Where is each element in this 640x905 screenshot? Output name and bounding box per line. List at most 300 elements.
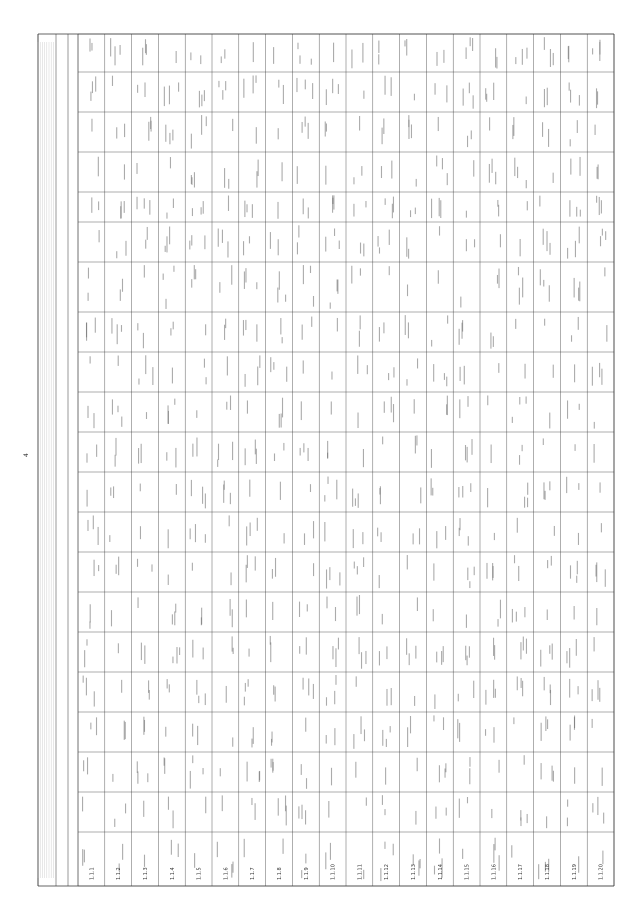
cell-value-glyph [567, 400, 568, 418]
cell-value-glyph [304, 533, 305, 545]
row-code: 1.1.20 [598, 864, 605, 880]
cell-value-glyph [518, 267, 519, 275]
cell-value-glyph [110, 38, 111, 56]
cell-value-glyph [151, 121, 152, 132]
cell-value-glyph [325, 237, 326, 252]
cell-value-glyph [522, 49, 523, 65]
cell-value-glyph [192, 724, 193, 737]
cell-value-glyph [308, 448, 309, 461]
cell-value-glyph [307, 604, 308, 611]
cell-value-glyph [303, 678, 304, 690]
cell-value-glyph [226, 686, 227, 703]
cell-value-glyph [361, 166, 362, 176]
cell-value-glyph [460, 367, 461, 381]
cell-value-glyph [544, 89, 545, 107]
cell-value-glyph [226, 402, 227, 410]
cell-value-glyph [219, 282, 220, 293]
cell-value-glyph [493, 336, 494, 347]
cell-value-glyph [553, 173, 554, 183]
row-code: 1.1.9 [303, 867, 310, 880]
cell-value-glyph [257, 518, 258, 531]
cell-value-glyph [165, 727, 166, 737]
cell-value-glyph [600, 236, 601, 246]
cell-value-glyph [579, 95, 580, 106]
cell-value-glyph [246, 526, 247, 545]
cell-value-glyph [96, 717, 97, 735]
cell-value-glyph [365, 651, 366, 664]
cell-value-glyph [515, 57, 516, 64]
cell-value-glyph [463, 89, 464, 106]
cell-value-glyph [594, 422, 595, 429]
cell-value-glyph [467, 568, 468, 581]
cell-value-glyph [473, 95, 474, 108]
cell-value-glyph [462, 486, 463, 498]
cell-value-glyph [172, 368, 173, 384]
cell-value-glyph [496, 57, 497, 69]
cell-value-glyph [271, 739, 272, 746]
cell-value-glyph [125, 804, 126, 814]
cell-value-glyph [567, 248, 568, 259]
cell-value-glyph [353, 177, 354, 184]
cell-value-glyph [167, 679, 168, 688]
cell-value-glyph [303, 265, 304, 284]
cell-value-glyph [570, 725, 571, 741]
cell-value-glyph [472, 38, 473, 51]
cell-value-glyph [98, 157, 99, 177]
cell-value-glyph [191, 235, 192, 245]
cell-value-glyph [385, 76, 386, 95]
cell-value-glyph [486, 94, 487, 102]
cell-value-glyph [83, 760, 84, 771]
cell-value-glyph [333, 43, 334, 62]
cell-value-glyph [192, 444, 193, 457]
cell-value-glyph [432, 488, 433, 496]
cell-value-glyph [249, 649, 250, 657]
cell-value-glyph [256, 171, 257, 187]
cell-value-glyph [147, 227, 148, 240]
cell-value-glyph [91, 119, 92, 132]
cell-value-glyph [114, 819, 115, 827]
cell-value-glyph [112, 399, 113, 414]
cell-value-glyph [112, 76, 113, 86]
cell-value-glyph [313, 563, 314, 576]
cell-value-glyph [385, 767, 386, 784]
cell-value-glyph [137, 771, 138, 783]
cell-value-glyph [458, 694, 459, 702]
cell-value-glyph [393, 404, 394, 422]
cell-value-glyph [251, 798, 252, 805]
cell-value-glyph [299, 602, 300, 617]
cell-value-glyph [90, 92, 91, 101]
cell-value-glyph [82, 797, 83, 812]
cell-value-glyph [172, 130, 173, 141]
cell-value-glyph [165, 246, 166, 252]
cell-value-glyph [489, 117, 490, 130]
cell-value-glyph [277, 202, 278, 219]
cell-value-glyph [393, 367, 394, 377]
cell-value-glyph [420, 487, 421, 503]
cell-value-glyph [436, 156, 437, 167]
cell-value-glyph [115, 455, 116, 467]
cell-value-glyph [485, 729, 486, 736]
cell-value-glyph [273, 47, 274, 64]
cell-value-glyph [524, 364, 525, 379]
cell-value-glyph [407, 727, 408, 747]
cell-value-glyph [386, 739, 387, 747]
cell-value-glyph [494, 645, 495, 660]
cell-value-glyph [493, 566, 494, 578]
cell-value-glyph [87, 520, 88, 531]
cell-value-glyph [474, 239, 475, 247]
cell-value-glyph [526, 48, 527, 59]
cell-value-glyph [231, 572, 232, 585]
cell-value-glyph [121, 680, 122, 693]
cell-value-glyph [89, 621, 90, 628]
cell-value-glyph [282, 398, 283, 418]
cell-value-glyph [364, 729, 365, 741]
cell-value-glyph [152, 367, 153, 385]
cell-value-glyph [578, 317, 579, 330]
cell-value-glyph [113, 486, 114, 498]
cell-value-glyph [545, 491, 546, 500]
cell-value-glyph [433, 563, 434, 580]
cell-value-glyph [245, 683, 246, 692]
cell-value-glyph [469, 757, 470, 767]
cell-value-glyph [574, 767, 575, 783]
cell-value-glyph [165, 299, 166, 309]
cell-value-glyph [201, 95, 202, 107]
cell-value-glyph [174, 611, 175, 625]
cell-value-glyph [313, 684, 314, 699]
cell-value-glyph [176, 647, 177, 663]
cell-value-glyph [597, 680, 598, 700]
cell-value-glyph [339, 241, 340, 249]
cell-value-glyph [539, 196, 540, 207]
cell-value-glyph [195, 269, 196, 279]
cell-value-glyph [143, 801, 144, 817]
cell-value-glyph [459, 723, 460, 742]
cell-value-glyph [601, 200, 602, 213]
cell-value-glyph [217, 842, 218, 857]
cell-value-glyph [357, 566, 358, 574]
cell-value-glyph [86, 453, 87, 462]
cell-value-glyph [392, 204, 393, 219]
cell-value-glyph [599, 197, 600, 215]
cell-value-glyph [465, 445, 466, 460]
cell-value-glyph [327, 477, 328, 484]
cell-value-glyph [82, 849, 83, 866]
cell-value-glyph [457, 719, 458, 738]
cell-value-glyph [174, 399, 175, 405]
cell-value-glyph [273, 362, 274, 370]
cell-value-glyph [120, 289, 121, 300]
cell-value-glyph [95, 76, 96, 91]
cell-value-glyph [144, 645, 145, 663]
cell-value-glyph [459, 399, 460, 418]
cell-value-glyph [191, 480, 192, 496]
cell-value-glyph [460, 297, 461, 308]
cell-value-glyph [517, 167, 518, 178]
cell-value-glyph [312, 83, 313, 99]
cell-value-glyph [521, 678, 522, 688]
cell-value-glyph [524, 755, 525, 765]
cell-value-glyph [202, 487, 203, 504]
cell-value-glyph [286, 367, 287, 382]
cell-value-glyph [603, 813, 604, 824]
cell-value-glyph [138, 379, 139, 385]
cell-value-glyph [438, 270, 439, 283]
cell-value-glyph [206, 377, 207, 384]
cell-value-glyph [118, 356, 119, 366]
cell-value-glyph [596, 608, 597, 625]
cell-value-glyph [386, 689, 387, 706]
cell-value-glyph [465, 646, 466, 660]
cell-value-glyph [594, 444, 595, 463]
cell-value-glyph [466, 239, 467, 251]
cell-value-glyph [473, 160, 474, 176]
cell-value-glyph [459, 329, 460, 345]
cell-value-glyph [378, 54, 379, 64]
cell-value-glyph [137, 761, 138, 773]
cell-value-glyph [433, 364, 434, 382]
cell-value-glyph [232, 119, 233, 131]
cell-value-glyph [367, 365, 368, 374]
cell-value-glyph [204, 90, 205, 101]
cell-value-glyph [597, 797, 598, 815]
cell-value-glyph [363, 557, 364, 567]
cell-value-glyph [194, 172, 195, 187]
cell-value-glyph [297, 166, 298, 184]
cell-value-glyph [337, 279, 338, 291]
cell-value-glyph [524, 607, 525, 617]
cell-value-glyph [447, 173, 448, 185]
cell-value-glyph [357, 355, 358, 373]
cell-value-glyph [549, 243, 550, 255]
row-code: 1.1.3 [143, 867, 149, 880]
cell-value-glyph [223, 485, 224, 503]
cell-value-glyph [332, 646, 333, 659]
cell-value-glyph [272, 602, 273, 620]
cell-value-glyph [594, 637, 595, 651]
cell-value-glyph [136, 163, 137, 174]
cell-value-glyph [414, 696, 415, 706]
cell-value-glyph [259, 355, 260, 367]
table-cells [82, 37, 607, 881]
cell-value-glyph [278, 128, 279, 139]
cell-value-glyph [178, 82, 179, 91]
cell-value-glyph [189, 241, 190, 250]
cell-value-glyph [247, 555, 248, 568]
cell-value-glyph [227, 356, 228, 375]
cell-value-glyph [245, 320, 246, 330]
cell-value-glyph [524, 497, 525, 508]
row-code: 1.1.16 [491, 864, 498, 880]
cell-value-glyph [511, 845, 512, 857]
cell-value-glyph [597, 167, 598, 179]
cell-value-glyph [415, 436, 416, 454]
cell-value-glyph [230, 493, 231, 504]
cell-value-glyph [334, 728, 335, 745]
cell-value-glyph [178, 844, 179, 857]
cell-value-glyph [471, 439, 472, 455]
cell-value-glyph [491, 445, 492, 464]
row-code: 1.1.17 [518, 864, 525, 880]
cell-value-glyph [493, 83, 494, 100]
cell-value-glyph [255, 440, 256, 455]
cell-value-glyph [595, 125, 596, 135]
cell-value-glyph [175, 448, 176, 468]
cell-value-glyph [495, 48, 496, 67]
cell-value-glyph [233, 648, 234, 654]
cell-value-glyph [325, 166, 326, 185]
cell-value-glyph [168, 411, 169, 424]
cell-value-glyph [389, 230, 390, 245]
cell-value-glyph [446, 377, 447, 387]
cell-value-glyph [297, 43, 298, 49]
cell-value-glyph [379, 651, 380, 665]
cell-value-glyph [359, 595, 360, 614]
cell-value-glyph [301, 805, 302, 819]
cell-value-glyph [538, 864, 539, 879]
cell-value-glyph [469, 581, 470, 588]
cell-value-glyph [247, 400, 248, 413]
cell-value-glyph [326, 569, 327, 588]
cell-value-glyph [325, 121, 326, 136]
cell-value-glyph [570, 139, 571, 146]
cell-value-glyph [382, 795, 383, 805]
cell-value-glyph [415, 646, 416, 659]
cell-value-glyph [114, 46, 115, 65]
cell-value-glyph [592, 367, 593, 386]
cell-value-glyph [569, 679, 570, 698]
cell-value-glyph [568, 46, 569, 62]
cell-value-glyph [137, 323, 138, 330]
cell-value-glyph [337, 318, 338, 331]
cell-value-glyph [435, 83, 436, 95]
cell-value-glyph [604, 267, 605, 276]
cell-value-glyph [336, 480, 337, 500]
cell-value-glyph [382, 437, 383, 445]
cell-value-glyph [111, 610, 112, 626]
cell-value-glyph [111, 318, 112, 333]
cell-value-glyph [596, 196, 597, 203]
cell-value-glyph [391, 397, 392, 413]
cell-value-glyph [473, 681, 474, 698]
cell-value-glyph [230, 599, 231, 616]
cell-value-glyph [273, 762, 274, 771]
cell-value-glyph [406, 638, 407, 655]
cell-value-glyph [331, 768, 332, 786]
cell-value-glyph [303, 198, 304, 214]
cell-value-glyph [570, 90, 571, 103]
cell-value-glyph [191, 279, 192, 288]
cell-value-glyph [305, 80, 306, 90]
cell-value-glyph [526, 97, 527, 105]
cell-value-glyph [360, 268, 361, 275]
cell-value-glyph [549, 645, 550, 653]
row-code: 1.1.19 [571, 864, 578, 880]
cell-value-glyph [191, 177, 192, 185]
cell-value-glyph [198, 696, 199, 703]
cell-value-glyph [599, 363, 600, 377]
cell-value-glyph [498, 269, 499, 289]
cell-value-glyph [500, 600, 501, 619]
cell-value-glyph [311, 59, 312, 65]
cell-value-glyph [282, 337, 283, 343]
row-code: 1.1.1 [89, 867, 96, 880]
cell-value-glyph [199, 91, 200, 108]
cell-value-glyph [115, 438, 116, 456]
cell-value-glyph [244, 697, 245, 706]
cell-value-glyph [600, 482, 601, 492]
cell-value-glyph [360, 243, 361, 254]
cell-value-glyph [362, 532, 363, 544]
cell-value-glyph [142, 48, 143, 66]
cell-value-glyph [84, 850, 85, 863]
cell-value-glyph [512, 417, 513, 423]
cell-value-glyph [520, 239, 521, 256]
cell-value-glyph [352, 489, 353, 507]
cell-value-glyph [495, 838, 496, 851]
cell-value-glyph [578, 533, 579, 545]
cell-value-glyph [202, 768, 203, 774]
cell-value-glyph [244, 271, 245, 288]
cell-value-glyph [385, 198, 386, 205]
cell-value-glyph [98, 527, 99, 545]
cell-value-glyph [313, 521, 314, 538]
cell-value-glyph [351, 266, 352, 284]
cell-value-glyph [230, 396, 231, 410]
cell-value-glyph [357, 413, 358, 428]
cell-value-glyph [362, 43, 363, 63]
cell-value-glyph [118, 557, 119, 576]
cell-value-glyph [285, 795, 286, 811]
cell-value-glyph [526, 396, 527, 403]
cell-value-glyph [109, 535, 110, 542]
cell-value-glyph [393, 197, 394, 213]
cell-value-glyph [90, 356, 91, 363]
cell-value-glyph [569, 648, 570, 668]
cell-value-glyph [196, 680, 197, 695]
cell-value-glyph [278, 239, 279, 255]
cell-value-glyph [172, 657, 173, 664]
cell-value-glyph [596, 88, 597, 108]
cell-value-glyph [541, 723, 542, 741]
cell-value-glyph [281, 413, 282, 427]
cell-value-glyph [169, 684, 170, 692]
cell-value-glyph [116, 251, 117, 258]
cell-value-glyph [283, 839, 284, 854]
cell-value-glyph [173, 810, 174, 828]
cell-value-glyph [301, 401, 302, 420]
cell-value-glyph [602, 768, 603, 786]
cell-value-glyph [116, 127, 117, 138]
cell-value-glyph [576, 576, 577, 583]
cell-value-glyph [576, 639, 577, 656]
cell-value-glyph [500, 234, 501, 247]
cell-value-glyph [547, 609, 548, 620]
cell-value-glyph [470, 483, 471, 492]
cell-value-glyph [339, 572, 340, 585]
cell-value-glyph [355, 498, 356, 506]
cell-value-glyph [546, 816, 547, 828]
cell-value-glyph [277, 288, 278, 303]
cell-value-glyph [574, 606, 575, 620]
cell-value-glyph [439, 765, 440, 782]
cell-value-glyph [378, 41, 379, 53]
cell-value-glyph [574, 717, 575, 730]
cell-value-glyph [431, 449, 432, 468]
